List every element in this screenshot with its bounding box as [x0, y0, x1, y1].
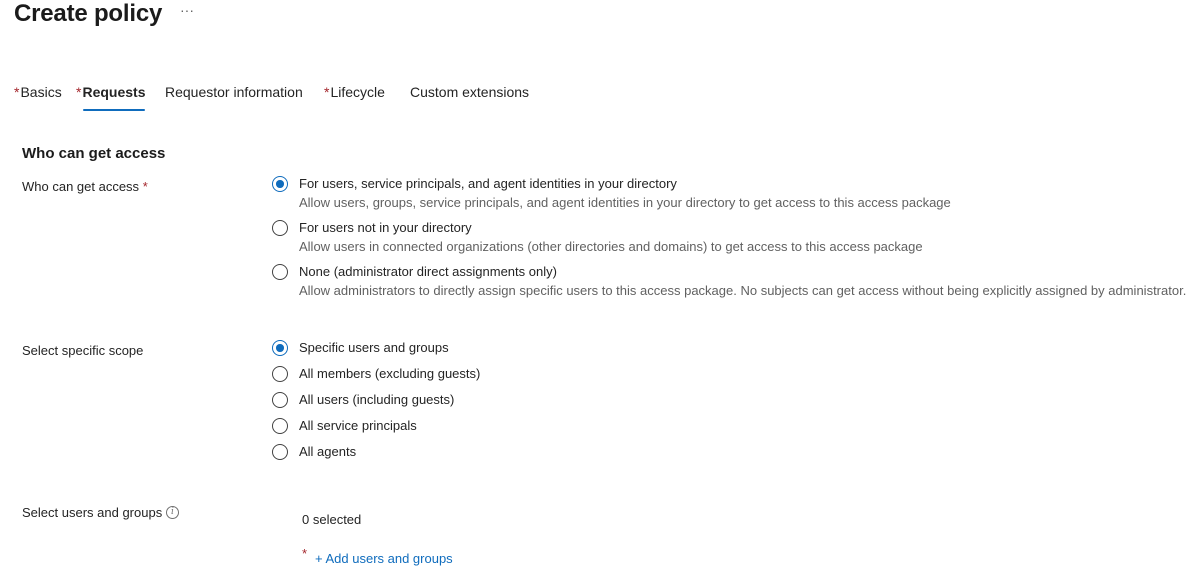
- active-tab-indicator: [83, 109, 145, 111]
- tab-custom-extensions[interactable]: [410, 84, 529, 112]
- tab-label: Requestor information: [165, 84, 303, 100]
- tab-basics[interactable]: [14, 84, 62, 112]
- tab-label: Lifecycle: [330, 84, 385, 100]
- tab-lifecycle[interactable]: [324, 84, 385, 112]
- field-label-text: Who can get access: [22, 179, 140, 194]
- radio-button[interactable]: [272, 220, 288, 236]
- required-marker: *: [14, 84, 20, 100]
- tab-requestor-information[interactable]: [165, 84, 303, 112]
- radio-label: Specific users and groups: [299, 340, 449, 355]
- more-options-icon[interactable]: ···: [180, 2, 194, 18]
- radio-button[interactable]: [272, 444, 288, 460]
- radio-button[interactable]: [272, 418, 288, 434]
- tab-requests[interactable]: [76, 84, 145, 112]
- radio-label: For users not in your directory: [299, 220, 472, 235]
- required-marker: *: [76, 84, 82, 100]
- selected-count: 0 selected: [302, 512, 362, 527]
- radio-label: All service principals: [299, 418, 417, 433]
- section-heading: Who can get access: [22, 145, 166, 162]
- who-can-get-access-label: [22, 179, 148, 194]
- radio-label: None (administrator direct assignments only): [299, 264, 557, 279]
- page-title: Create policy: [14, 0, 163, 27]
- radio-label: All agents: [299, 444, 357, 459]
- radio-button-checked[interactable]: [272, 340, 288, 356]
- radio-description: Allow users in connected organizations (other directories and domains) to get access to this access package: [299, 239, 923, 254]
- radio-description: Allow administrators to directly assign specific users to this access package. No subjects can get access without being explicitly assigned by administrator.: [299, 283, 1187, 298]
- info-icon[interactable]: i: [166, 506, 179, 519]
- radio-label: All members (excluding guests): [299, 366, 481, 381]
- radio-label: For users, service principals, and agent identities in your directory: [299, 176, 677, 191]
- radio-label: All users (including guests): [299, 392, 455, 407]
- radio-button-checked[interactable]: [272, 176, 288, 192]
- radio-button[interactable]: [272, 264, 288, 280]
- select-users-groups-label: Select users and groups: [22, 505, 163, 520]
- select-scope-label: Select specific scope: [22, 343, 144, 358]
- radio-button[interactable]: [272, 392, 288, 408]
- radio-description: Allow users, groups, service principals, and agent identities in your directory to get access to this access package: [299, 195, 951, 210]
- required-marker: *: [324, 84, 330, 100]
- required-marker: *: [142, 179, 148, 194]
- required-marker: *: [302, 546, 308, 561]
- add-users-groups-link[interactable]: + Add users and groups: [315, 551, 453, 566]
- tab-label: Custom extensions: [410, 84, 530, 100]
- tab-label: Basics: [20, 84, 62, 100]
- tab-label: Requests: [82, 84, 146, 100]
- radio-button[interactable]: [272, 366, 288, 382]
